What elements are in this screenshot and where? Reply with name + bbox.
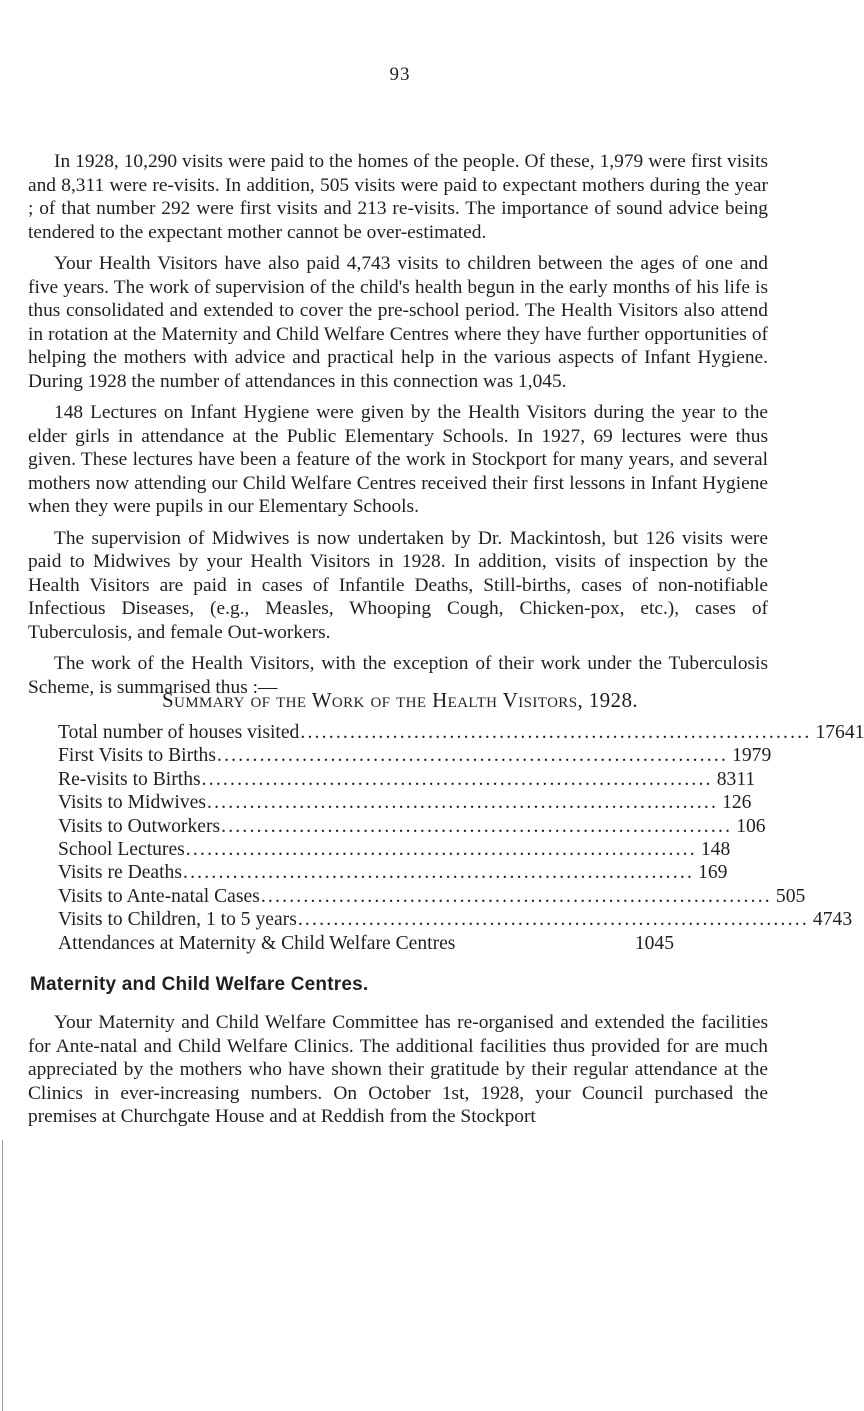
leader-dots: ........................................................................ (297, 909, 809, 931)
summary-row-label: Re-visits to Births (58, 768, 201, 790)
summary-row-value: 148 (700, 838, 731, 860)
summary-row-value: 505 (775, 885, 806, 907)
summary-row-first-visits (58, 744, 772, 767)
summary-row-value: 106 (736, 815, 766, 837)
leader-dots: ........................................................................ (201, 768, 713, 790)
summary-row-label: Visits to Children, 1 to 5 years (58, 909, 297, 931)
summary-row-outworkers (58, 815, 766, 838)
summary-row-value: 169 (698, 862, 728, 884)
summary-row-school-lectures (58, 838, 731, 861)
summary-row-value: 4743 (812, 909, 853, 931)
summary-row-re-visits (58, 768, 756, 791)
paragraph-committee: Your Maternity and Child Welfare Committee has re-organised and extended the facilities for Ante-natal and Child Welfare Clinics. The additional facilities thus provided for are much appreciated by the mothers who have shown their gratitude by their regular attendance at the Clinics in ever-increasing numbers. On October 1st, 1928, your Council purchased the premises at Churchgate House and at Reddish from the Stockport (28, 1012, 768, 1127)
summary-row-deaths (58, 861, 728, 884)
summary-row-value: 126 (722, 792, 752, 814)
paragraph-home-visits: In 1928, 10,290 visits were paid to the homes of the people. Of these, 1,979 were first visits and 8,311 were re-visits. In addition, 505 visits were paid to expectant mothers during the year ; of that number 292 were first visits and 213 re-visits. The importance of sound advice being tendered to the expectant mother cannot be over-estimated. (28, 151, 768, 243)
leader-dots: ........................................................................ (260, 885, 772, 907)
leader-dots: ........................................................................ (182, 862, 695, 884)
summary-row-children (58, 908, 853, 931)
body-text (28, 150, 768, 707)
page-number: 93 (389, 64, 411, 85)
summary-table (58, 721, 864, 955)
leader-dots: ........................................................................ (221, 815, 733, 837)
summary-row-label: Attendances at Maternity & Child Welfare Centres (58, 932, 456, 954)
summary-row-label: Visits to Midwives (58, 792, 206, 814)
summary-row-value: 1979 (732, 745, 772, 767)
summary-heading: Summary of the Work of the Health Visitors, 1928. (161, 688, 639, 712)
summary-row-value: 8311 (716, 768, 756, 790)
paragraph-midwives-supervision: The supervision of Midwives is now undertaken by Dr. Mackintosh, but 126 visits were paid to Midwives by your Health Visitors in 1928. In addition, visits of inspection by the Health Visitors are paid in cases of Infantile Deaths, Still-births, cases of non-notifiable Infectious Diseases, (e.g., Measles, Whooping Cough, Chicken-pox, etc.), cases of Tuberculosis, and female Out-workers. (28, 527, 768, 643)
leader-dots: ........................................................................ (216, 745, 729, 767)
summary-row-value: 1045 (634, 932, 674, 954)
leader-dots: ........................................................................ (206, 792, 719, 814)
paragraph-children-visits: Your Health Visitors have also paid 4,743 visits to children between the ages of one and five years. The work of supervision of the child's health begun in the early months of his life is thus consolidated and extended to cover the pre-school period. The Health Visitors also attend in rotation at the Maternity and Child Welfare Centres where they have further opportunities of helping the mothers with advice and practical help in the various aspects of Infant Hygiene. During 1928 the number of attendances in this connection was 1,045. (28, 253, 768, 392)
summary-row-value: 17641 (815, 722, 864, 743)
summary-row-label: Visits re Deaths (58, 862, 182, 884)
paragraph-summary-intro: The work of the Health Visitors, with the exception of their work under the Tuberculosis Scheme, is summarised thus :— (28, 653, 768, 698)
summary-row-ante-natal (58, 885, 806, 908)
leader-dots: ........................................................................ (185, 838, 697, 860)
paragraph-school-lectures: 148 Lectures on Infant Hygiene were given by the Health Visitors during the year to the elder girls in attendance at the Public Elementary Schools. In 1927, 69 lectures were thus given. These lectures have been a feature of the work in Stockport for many years, and several mothers now attending our Child Welfare Centres received their first lessons in Infant Hygiene when they were pupils in our Elementary Schools. (28, 402, 768, 517)
summary-row-label: Visits to Ante-natal Cases (58, 885, 260, 907)
summary-row-label: School Lectures (58, 838, 185, 860)
summary-row-midwives (58, 791, 752, 814)
scan-margin-line (2, 1140, 3, 1411)
summary-row-label: Visits to Outworkers (58, 815, 221, 837)
summary-row-label: Total number of houses visited (58, 722, 300, 743)
summary-row-houses-visited (58, 721, 864, 744)
leader-dots: ........................................................................ (300, 722, 812, 743)
summary-row-attendances (58, 932, 674, 955)
summary-row-label: First Visits to Births (58, 745, 216, 767)
section-body-text (28, 1011, 768, 1137)
section-heading: Maternity and Child Welfare Centres. (30, 974, 369, 995)
